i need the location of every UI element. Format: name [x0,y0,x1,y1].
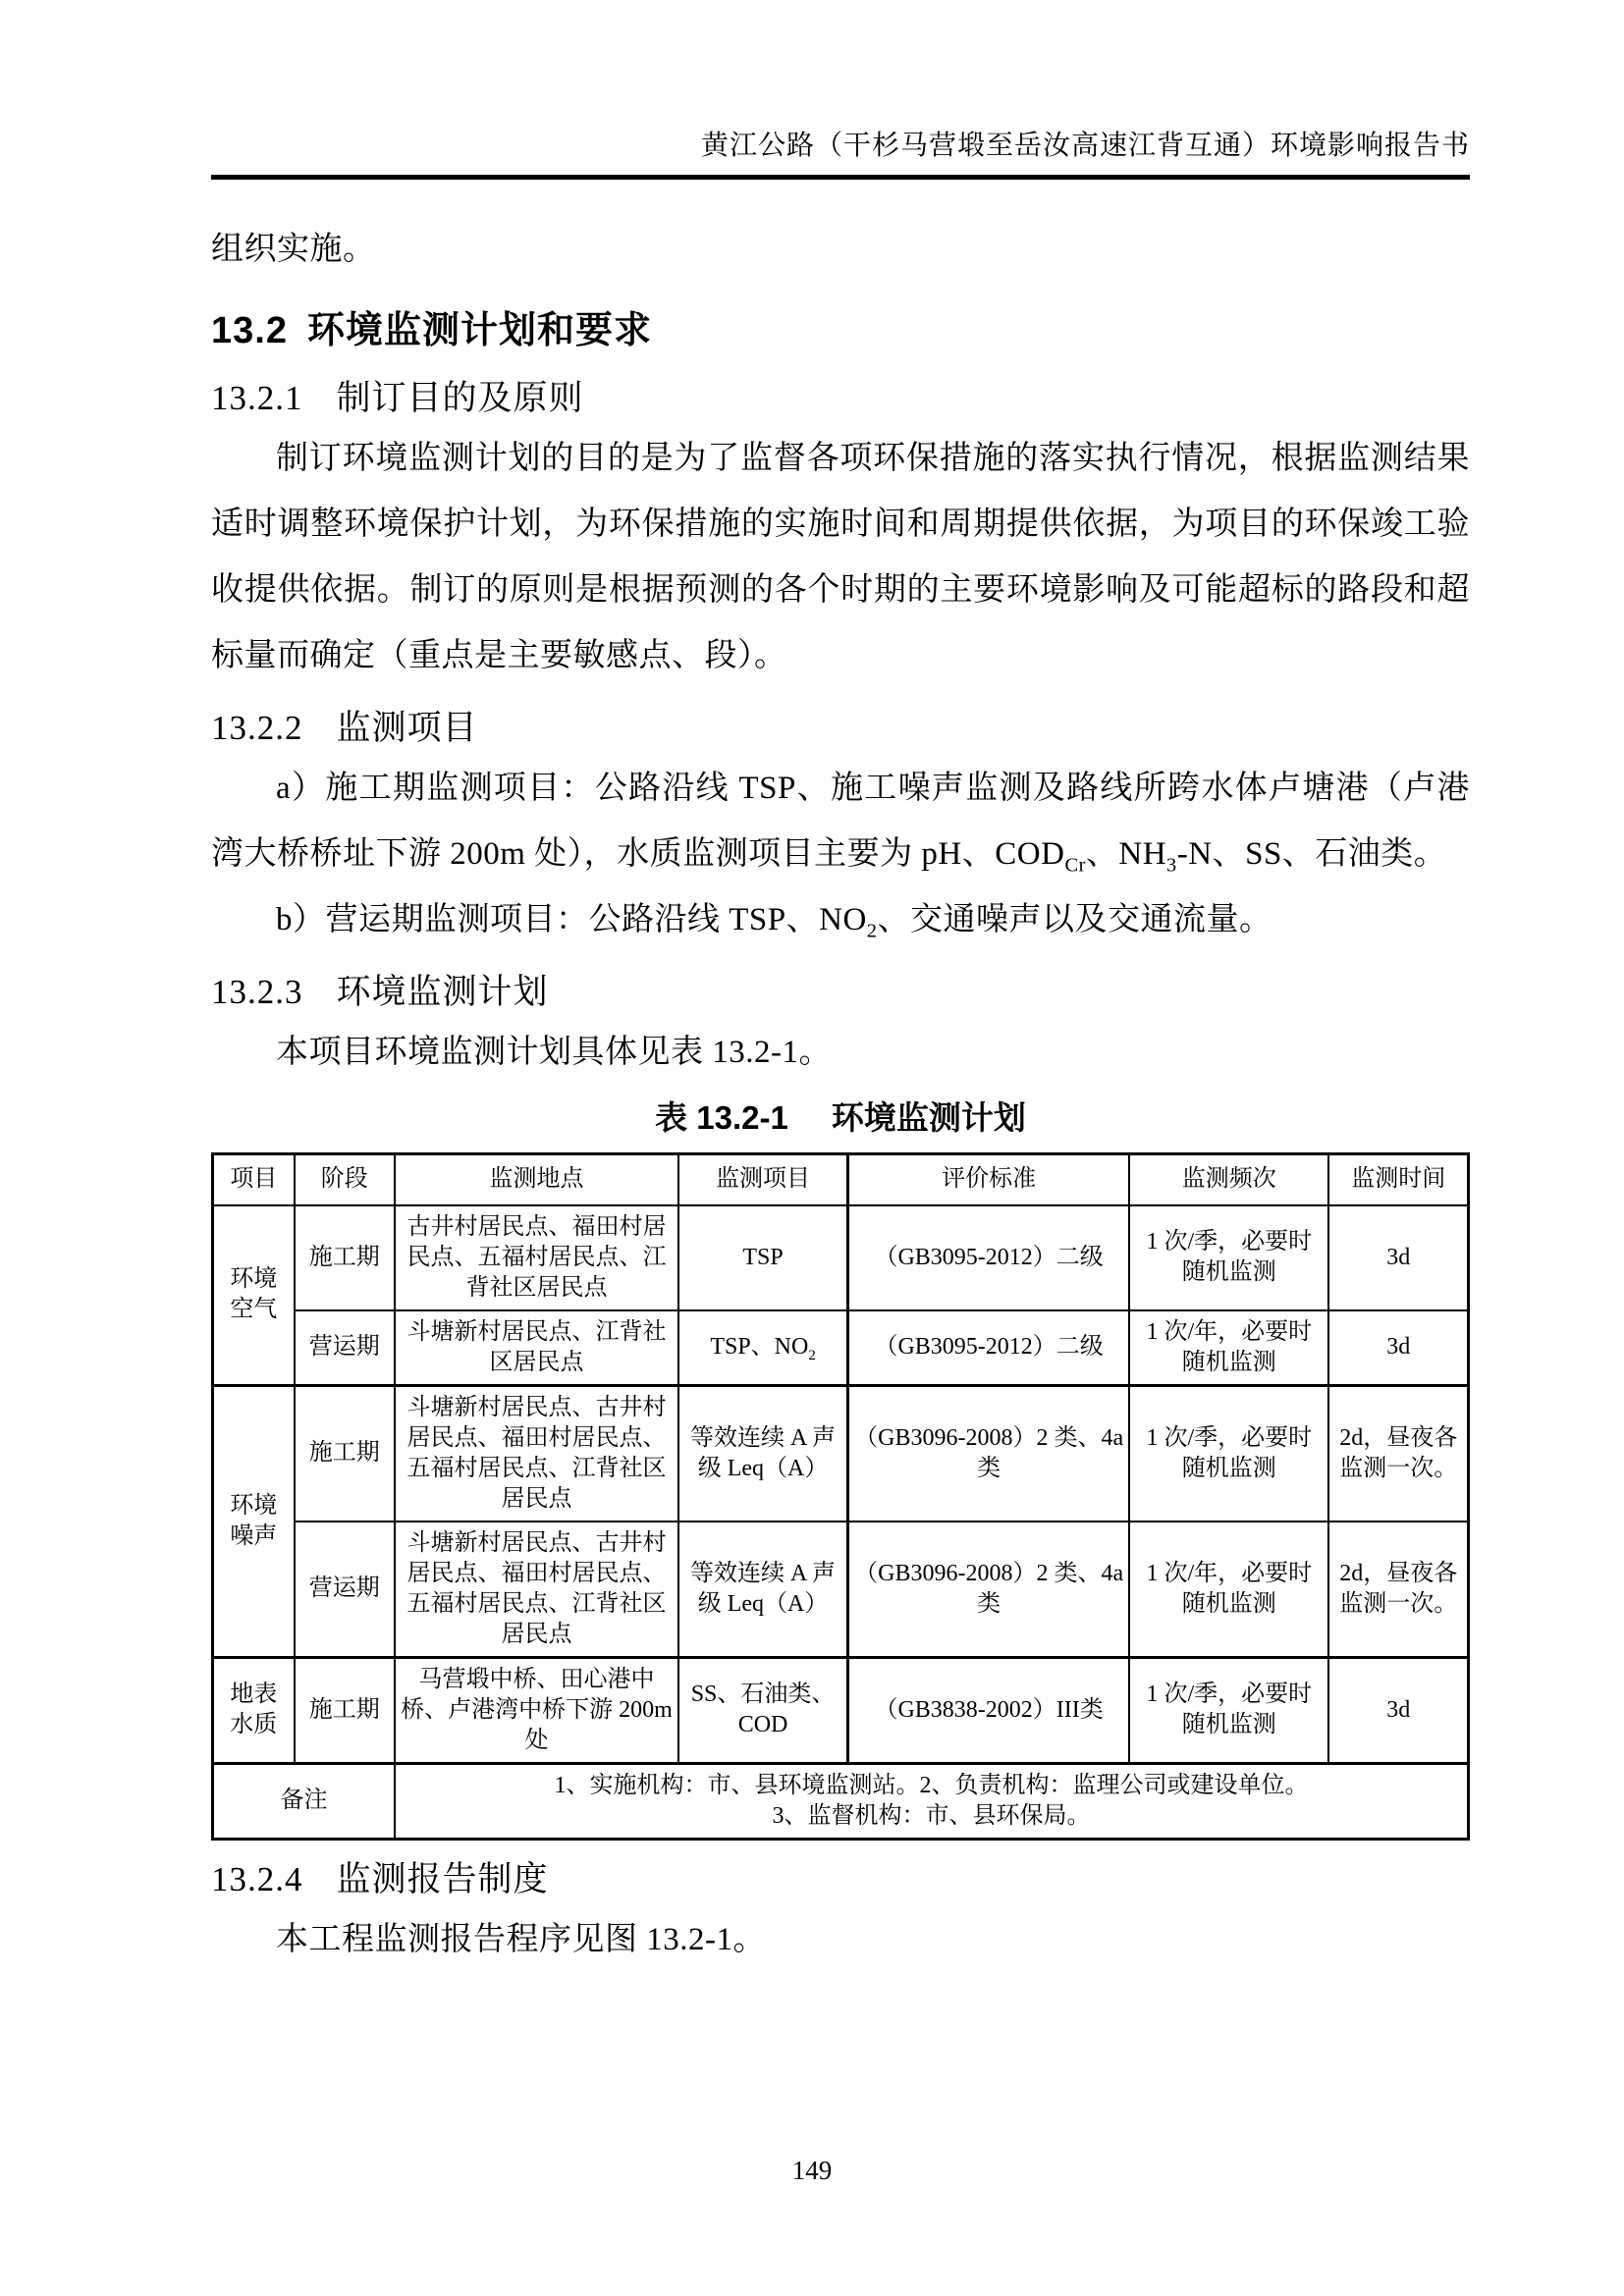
cell-item-water: 地表水质 [213,1657,295,1763]
running-header-title: 黄江公路（干杉马营塅至岳汝高速江背互通）环境影响报告书 [700,131,1470,161]
cell-standard: （GB3096-2008）2 类、4a 类 [848,1522,1129,1658]
cell-frequency: 1 次/年，必要时随机监测 [1129,1522,1328,1658]
subsection-title: 监测报告制度 [336,1859,549,1898]
table-row-noise-operation [213,1522,1469,1658]
paragraph-figure-reference: 本工程监测报告程序见图 13.2-1。 [276,1921,766,1957]
cell-location: 马营塅中桥、田心港中桥、卢港湾中桥下游 200m 处 [395,1657,678,1763]
subsection-heading-13-2-2 [211,701,1470,756]
paragraph-purpose: 制订环境监测计划的目的是为了监督各项环保措施的落实执行情况，根据监测结果适时调整环境保护计划，为环保措施的实施时间和周期提供依据，为项目的环保竣工验收提供依据。制订的原则是根据预测的各个时期的主要环境影响及可能超标的路段和超标量而确定（重点是主要敏感点、段）。 [211,441,1470,673]
col-header-stage: 阶段 [295,1154,395,1205]
subsection-title: 监测项目 [336,709,478,747]
subsection-heading-13-2-3 [211,965,1470,1020]
subsection-number: 13.2.3 [211,973,303,1011]
subsection-title: 环境监测计划 [336,973,549,1011]
cell-item-noise: 环境噪声 [213,1385,295,1657]
subsection-heading-13-2-1 [211,371,1470,426]
cell-frequency: 1 次/年，必要时随机监测 [1129,1310,1328,1386]
cell-time: 3d [1328,1310,1468,1386]
remark-line-2: 3、监督机构：市、县环保局。 [772,1802,1091,1829]
table-header-row [213,1154,1469,1205]
table-row-water-construction [213,1657,1469,1763]
cell-item-air: 环境空气 [213,1205,295,1386]
cell-remark-label: 备注 [213,1763,395,1839]
cell-location: 斗塘新村居民点、古井村居民点、福田村居民点、五福村居民点、江背社区居民点 [395,1385,678,1522]
table-caption-title: 环境监测计划 [831,1099,1026,1136]
col-header-location: 监测地点 [395,1154,678,1205]
cell-stage: 施工期 [295,1657,395,1763]
table-row-air-construction [213,1205,1469,1310]
col-header-standard: 评价标准 [848,1154,1129,1205]
cell-stage: 营运期 [295,1522,395,1658]
table-row-remark [213,1763,1469,1839]
col-header-frequency: 监测频次 [1129,1154,1328,1205]
cell-frequency: 1 次/季，必要时随机监测 [1129,1385,1328,1522]
subsection-number: 13.2.2 [211,709,303,747]
cell-frequency: 1 次/季，必要时随机监测 [1129,1205,1328,1310]
list-item-a-construction-monitoring: a）施工期监测项目：公路沿线 TSP、施工噪声监测及路线所跨水体卢塘港（卢港湾大桥桥址下游 200m 处），水质监测项目主要为 pH、$COD_{Cr}$、$NH_3-N$、SS、石油类。 [211,771,1470,877]
paragraph-continuation: 组织实施。 [211,232,376,267]
cell-time: 3d [1328,1205,1468,1310]
cell-standard: （GB3096-2008）2 类、4a 类 [848,1385,1129,1522]
table-row-noise-construction [213,1385,1469,1522]
cell-time: 2d，昼夜各监测一次。 [1328,1522,1468,1658]
cell-frequency: 1 次/季，必要时随机监测 [1129,1657,1328,1763]
remark-line-1: 1、实施机构：市、县环境监测站。2、负责机构：监理公司或建设单位。 [554,1772,1309,1798]
cell-project: 等效连续 A 声级 Leq（A） [678,1385,848,1522]
subsection-number: 13.2.1 [211,379,303,417]
cell-project: 等效连续 A 声级 Leq（A） [678,1522,848,1658]
cell-project: TSP、$NO_2$ [678,1310,848,1386]
section-heading-13-2 [211,302,1470,359]
section-number: 13.2 [211,310,288,351]
subsection-title: 制订目的及原则 [336,379,584,417]
section-title: 环境监测计划和要求 [306,310,652,351]
col-header-time: 监测时间 [1328,1154,1468,1205]
cell-project: TSP [678,1205,848,1310]
cell-location: 斗塘新村居民点、古井村居民点、福田村居民点、五福村居民点、江背社区居民点 [395,1522,678,1658]
cell-standard: （GB3095-2012）二级 [848,1310,1129,1386]
paragraph-table-reference: 本项目环境监测计划具体见表 13.2-1。 [276,1035,832,1070]
subsection-number: 13.2.4 [211,1859,303,1898]
page-number: 149 [791,2156,833,2185]
monitoring-plan-table [211,1152,1470,1841]
header-rule [211,175,1470,180]
cell-standard: （GB3838-2002）III类 [848,1657,1129,1763]
table-caption [211,1094,1470,1143]
cell-project: SS、石油类、COD [678,1657,848,1763]
cell-remark-content [395,1763,1469,1839]
col-header-project: 监测项目 [678,1154,848,1205]
cell-location: 古井村居民点、福田村居民点、五福村居民点、江背社区居民点 [395,1205,678,1310]
subsection-heading-13-2-4 [211,1852,1470,1907]
cell-location: 斗塘新村居民点、江背社区居民点 [395,1310,678,1386]
cell-time: 2d，昼夜各监测一次。 [1328,1385,1468,1522]
cell-stage: 施工期 [295,1385,395,1522]
cell-stage: 营运期 [295,1310,395,1386]
cell-time: 3d [1328,1657,1468,1763]
cell-standard: （GB3095-2012）二级 [848,1205,1129,1310]
table-row-air-operation [213,1310,1469,1386]
list-item-b-operation-monitoring: b）营运期监测项目：公路沿线 TSP、$NO_2$、交通噪声以及交通流量。 [276,902,1272,942]
cell-stage: 施工期 [295,1205,395,1310]
table-caption-label: 表 13.2-1 [655,1099,788,1136]
col-header-item: 项目 [213,1154,295,1205]
